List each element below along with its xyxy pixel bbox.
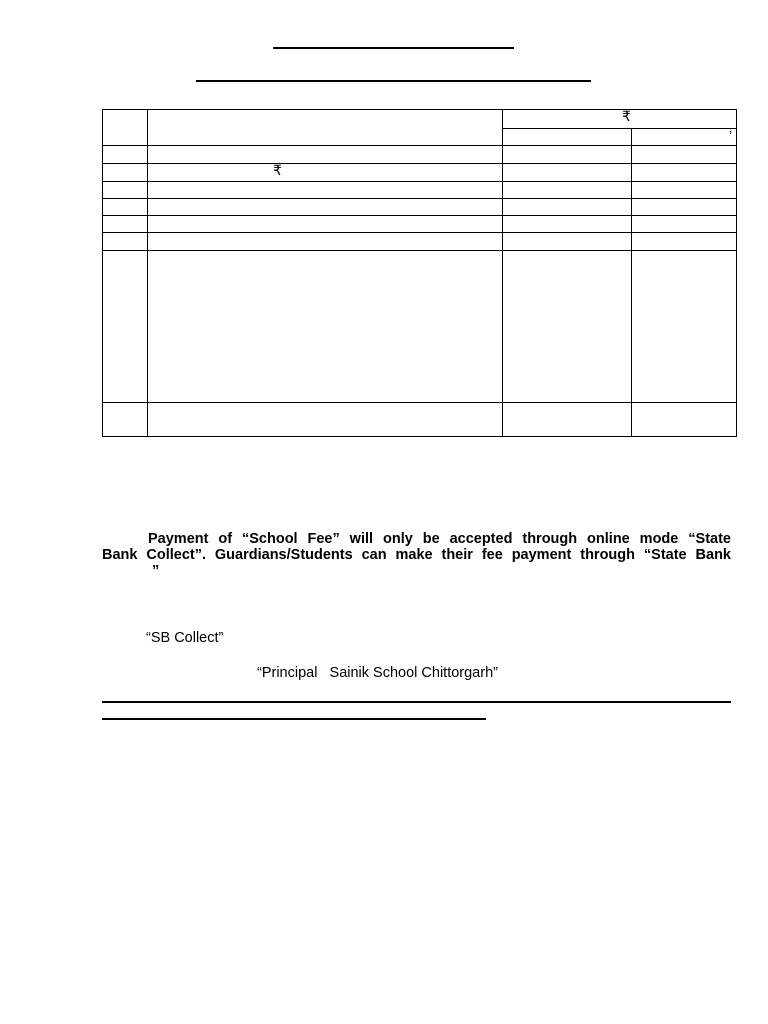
sb-collect-text: “SB Collect” (146, 630, 224, 646)
amount-header-cell (503, 110, 737, 129)
table-row (103, 182, 737, 199)
table-row (103, 403, 737, 437)
table-header-row (103, 110, 737, 129)
table-row (103, 251, 737, 403)
rupee-symbol: ₹ (273, 163, 282, 179)
bottom-rule-short (102, 718, 486, 720)
amount-subheader-cell (632, 129, 737, 146)
payment-line: Bank Collect”. Guardians/Students can make their fee payment through “State Bank (102, 547, 731, 563)
table-row (103, 164, 737, 182)
particulars-header-cell (148, 110, 503, 146)
title-underline (273, 47, 514, 49)
bottom-rule (102, 701, 731, 703)
table-row (103, 199, 737, 216)
rupee-symbol: ₹ (622, 109, 631, 125)
payment-line: Payment of “School Fee” will only be accepted through online mode “State (148, 531, 731, 547)
payment-line: ” (152, 563, 160, 579)
amount-subheader-cell (503, 129, 632, 146)
payment-paragraph (102, 531, 731, 579)
principal-text: “Principal Sainik School Chittorgarh” (257, 665, 498, 681)
subtitle-underline (196, 80, 591, 82)
serial-header-cell (103, 110, 148, 146)
table-row (103, 216, 737, 233)
fee-table (102, 109, 737, 437)
subheader-mark: ’ (729, 128, 733, 143)
table-row (103, 233, 737, 251)
table-row (103, 146, 737, 164)
